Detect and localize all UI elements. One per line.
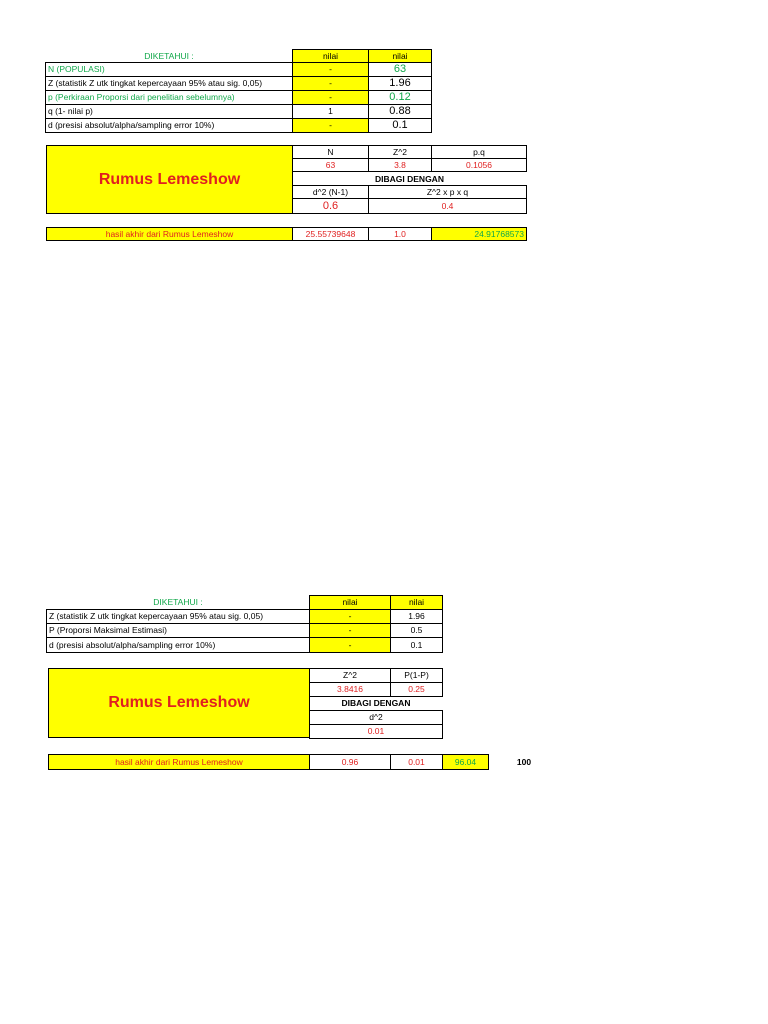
result2-value-a[interactable]: 0.96 bbox=[309, 754, 391, 770]
formula1-header-pq[interactable]: p.q bbox=[431, 145, 527, 159]
result1-value-c[interactable]: 24.91768573 bbox=[431, 227, 527, 241]
table1-row-v1[interactable]: - bbox=[292, 90, 369, 105]
table2-row-v1[interactable]: - bbox=[309, 623, 391, 638]
table1-row-label[interactable]: q (1- nilai p) bbox=[45, 104, 293, 119]
formula1-header-z2pq[interactable]: Z^2 x p x q bbox=[368, 185, 527, 199]
result2-value-b[interactable]: 0.01 bbox=[390, 754, 443, 770]
table1-row-v2[interactable]: 1.96 bbox=[368, 76, 432, 91]
table1-row-v1[interactable]: - bbox=[292, 76, 369, 91]
formula2-title[interactable]: Rumus Lemeshow bbox=[48, 668, 310, 738]
table2-row-v1[interactable]: - bbox=[309, 609, 391, 624]
table1-row-v2[interactable]: 0.1 bbox=[368, 118, 432, 133]
result2-value-c[interactable]: 96.04 bbox=[442, 754, 489, 770]
formula2-header-z2[interactable]: Z^2 bbox=[309, 668, 391, 683]
table1-row-label[interactable]: p (Perkiraan Proporsi dari penelitian sebelumnya) bbox=[45, 90, 293, 105]
table2-row-label[interactable]: P (Proporsi Maksimal Estimasi) bbox=[46, 623, 310, 638]
formula2-value-z2[interactable]: 3.8416 bbox=[309, 682, 391, 697]
formula1-value-d2n[interactable]: 0.6 bbox=[292, 198, 369, 214]
formula1-value-pq[interactable]: 0.1056 bbox=[431, 158, 527, 172]
formula2-value-p1p[interactable]: 0.25 bbox=[390, 682, 443, 697]
table2-row-v2[interactable]: 1.96 bbox=[390, 609, 443, 624]
result1-label[interactable]: hasil akhir dari Rumus Lemeshow bbox=[46, 227, 293, 241]
result2-label[interactable]: hasil akhir dari Rumus Lemeshow bbox=[48, 754, 310, 770]
formula1-title[interactable]: Rumus Lemeshow bbox=[46, 145, 293, 214]
formula1-header-n[interactable]: N bbox=[292, 145, 369, 159]
table1-row-v2[interactable]: 0.88 bbox=[368, 104, 432, 119]
table2-header: DIKETAHUI : bbox=[153, 597, 203, 608]
result1-value-a[interactable]: 25.55739648 bbox=[292, 227, 369, 241]
formula2-header-p1p[interactable]: P(1-P) bbox=[390, 668, 443, 683]
formula2-divided-label: DIBAGI DENGAN bbox=[341, 698, 411, 709]
table1-header: DIKETAHUI : bbox=[144, 50, 194, 61]
table1-row-v1[interactable]: - bbox=[292, 62, 369, 77]
table1-row-v1[interactable]: - bbox=[292, 118, 369, 133]
table1-row-v2[interactable]: 63 bbox=[368, 62, 432, 77]
table1-row-label[interactable]: N (POPULASI) bbox=[45, 62, 293, 77]
formula1-header-z2[interactable]: Z^2 bbox=[368, 145, 432, 159]
table2-col1-header[interactable]: nilai bbox=[309, 595, 391, 610]
table2-row-v1[interactable]: - bbox=[309, 637, 391, 653]
result2-extra-value[interactable]: 100 bbox=[516, 756, 532, 767]
table1-row-v1[interactable]: 1 bbox=[292, 104, 369, 119]
formula2-header-d2[interactable]: d^2 bbox=[309, 710, 443, 725]
table1-row-label[interactable]: d (presisi absolut/alpha/sampling error 10%) bbox=[45, 118, 293, 133]
table2-row-label[interactable]: d (presisi absolut/alpha/sampling error 10%) bbox=[46, 637, 310, 653]
table2-row-label[interactable]: Z (statistik Z utk tingkat kepercayaan 95% atau sig. 0,05) bbox=[46, 609, 310, 624]
formula2-value-d2[interactable]: 0.01 bbox=[309, 724, 443, 739]
formula1-divided-label: DIBAGI DENGAN bbox=[375, 173, 444, 184]
formula1-value-z2[interactable]: 3.8 bbox=[368, 158, 432, 172]
table2-row-v2[interactable]: 0.1 bbox=[390, 637, 443, 653]
table1-col1-header[interactable]: nilai bbox=[292, 49, 369, 63]
table1-row-v2[interactable]: 0.12 bbox=[368, 90, 432, 105]
formula1-value-z2pq[interactable]: 0.4 bbox=[368, 198, 527, 214]
table2-row-v2[interactable]: 0.5 bbox=[390, 623, 443, 638]
formula1-value-n[interactable]: 63 bbox=[292, 158, 369, 172]
table1-col2-header[interactable]: nilai bbox=[368, 49, 432, 63]
result1-value-b[interactable]: 1.0 bbox=[368, 227, 432, 241]
table2-col2-header[interactable]: nilai bbox=[390, 595, 443, 610]
formula1-header-d2n[interactable]: d^2 (N-1) bbox=[292, 185, 369, 199]
table1-row-label[interactable]: Z (statistik Z utk tingkat kepercayaan 95% atau sig. 0,05) bbox=[45, 76, 293, 91]
